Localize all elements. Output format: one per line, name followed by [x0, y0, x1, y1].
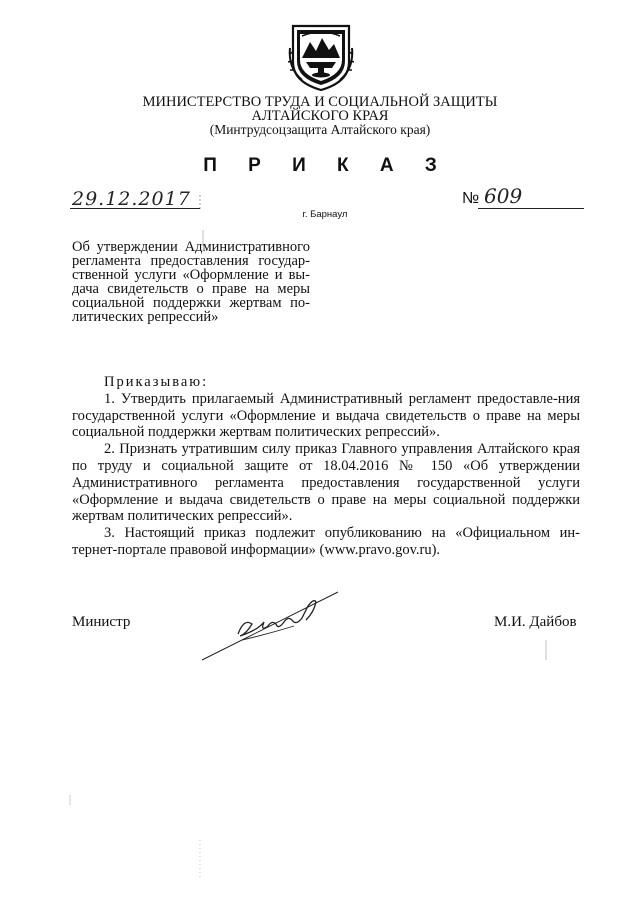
handwritten-signature [198, 590, 348, 662]
order-item-3: 3. Настоящий приказ подлежит опубликованию на «Официальном ин-тернет-портале правовой информации» (www.pravo.gov.ru). [72, 525, 580, 558]
number-label: № [462, 190, 480, 207]
city: г. Барнаул [302, 209, 348, 220]
order-item-1: 1. Утвердить прилагаемый Административный регламент предоставле-ния государственной услуги «Оформление и выдача свидетельств о праве на меры социальной поддержки жертвам политических репрессий». [72, 390, 580, 441]
signatory-title: Министр [72, 614, 131, 630]
ordered-heading: Приказываю: [104, 374, 209, 390]
order-item-2: 2. Признать утратившим силу приказ Главного управления Алтайского края по труду и социальной защите от 18.04.2016 № 150 «Об утверждении Административного регламента предоставления государственной услуги «Оформление и выдача свидетельств о праве на меры социальной поддержки жертвам политических репрессий». [72, 441, 580, 525]
signatory-name: М.И. Дайбов [494, 614, 577, 630]
order-subject: Об утверждении Административного регламента предоставления государ-ственной услуги «Оформление и вы-дача свидетельств о праве на меры социальной поддержки жертвам по-литических репрессий» [72, 239, 310, 325]
ministry-name-line1: МИНИСТЕРСТВО ТРУДА И СОЦИАЛЬНОЙ ЗАЩИТЫ [142, 94, 498, 110]
order-body [72, 374, 580, 559]
altai-krai-coat-of-arms-icon [288, 18, 354, 92]
ministry-name-line2: АЛТАЙСКОГО КРАЯ [251, 108, 389, 124]
order-number: 609 [484, 184, 523, 208]
document-title: П Р И К А З [203, 155, 450, 176]
order-date: 29.12.2017 [72, 188, 191, 210]
ministry-short-name: (Минтрудсоцзащита Алтайского края) [209, 122, 431, 137]
